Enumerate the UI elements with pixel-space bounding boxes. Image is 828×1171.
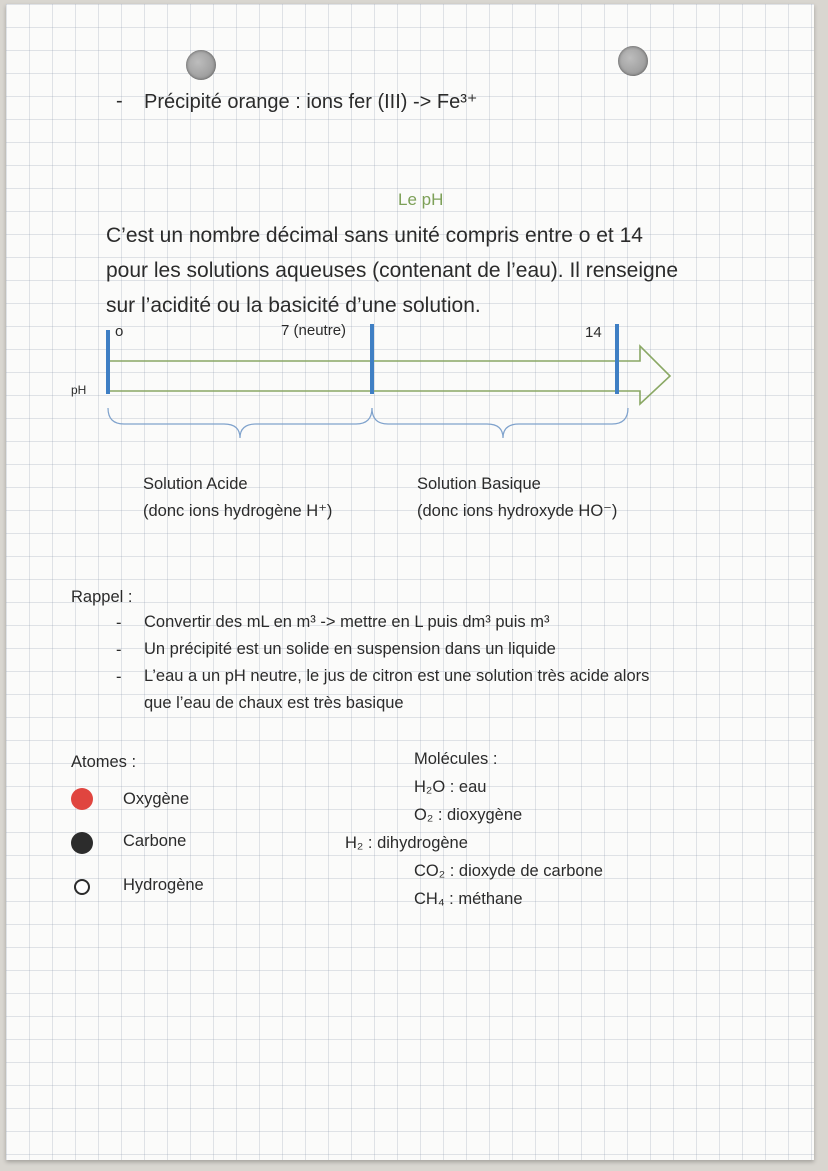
molecule-dioxygen: O₂ : dioxygène <box>414 806 523 824</box>
bullet-dash: - <box>116 90 123 112</box>
atom-carbon-label: Carbone <box>123 832 187 850</box>
rappel-dash-3: - <box>116 668 122 686</box>
precipitate-note: Précipité orange : ions fer (III) -> Fe³⁺ <box>144 91 478 113</box>
tick-0-label: o <box>115 323 124 340</box>
atom-hydrogen-label: Hydrogène <box>123 876 204 894</box>
tick-7-label: 7 (neutre) <box>281 322 347 339</box>
base-subtitle: (donc ions hydroxyde HO⁻) <box>417 502 618 520</box>
molecule-carbon-dioxide: CO₂ : dioxyde de carbone <box>414 862 603 880</box>
ph-arrow <box>108 346 670 404</box>
definition-line-2: pour les solutions aqueuses (contenant de l’eau). Il renseigne <box>106 259 679 282</box>
rappel-item-3: L’eau a un pH neutre, le jus de citron est une solution très acide alors <box>144 667 650 685</box>
atom-oxygen-label: Oxygène <box>123 790 190 808</box>
base-brace <box>372 408 628 438</box>
rappel-title: Rappel : <box>71 588 133 606</box>
rappel-item-2: Un précipité est un solide en suspension dans un liquide <box>144 640 556 658</box>
ph-scale-diagram <box>0 0 828 470</box>
rappel-dash-1: - <box>116 614 122 632</box>
tick-14-label: 14 <box>585 324 602 341</box>
ph-axis-label: pH <box>71 383 87 397</box>
base-label: Solution Basique <box>417 475 541 493</box>
rappel-item-3-continued: que l’eau de chaux est très basique <box>144 694 404 712</box>
rappel-item-1: Convertir des mL en m³ -> mettre en L puis dm³ puis m³ <box>144 613 550 631</box>
molecule-dihydrogen: H₂ : dihydrogène <box>345 834 468 852</box>
molecules-title: Molécules : <box>414 750 498 768</box>
definition-line-1: C’est un nombre décimal sans unité compris entre o et 14 <box>106 224 643 247</box>
rappel-dash-2: - <box>116 641 122 659</box>
oxygen-dot-icon <box>71 788 93 810</box>
acid-brace <box>108 408 372 438</box>
atoms-title: Atomes : <box>71 753 137 771</box>
acid-label: Solution Acide <box>143 475 248 493</box>
hydrogen-circle-icon <box>74 879 90 895</box>
acid-subtitle: (donc ions hydrogène H⁺) <box>143 502 333 520</box>
molecule-methane: CH₄ : méthane <box>414 890 523 908</box>
definition-line-3: sur l’acidité ou la basicité d’une solution. <box>106 294 481 317</box>
molecule-water: H₂O : eau <box>414 778 487 796</box>
section-title: Le pH <box>398 190 444 209</box>
carbon-dot-icon <box>71 832 93 854</box>
